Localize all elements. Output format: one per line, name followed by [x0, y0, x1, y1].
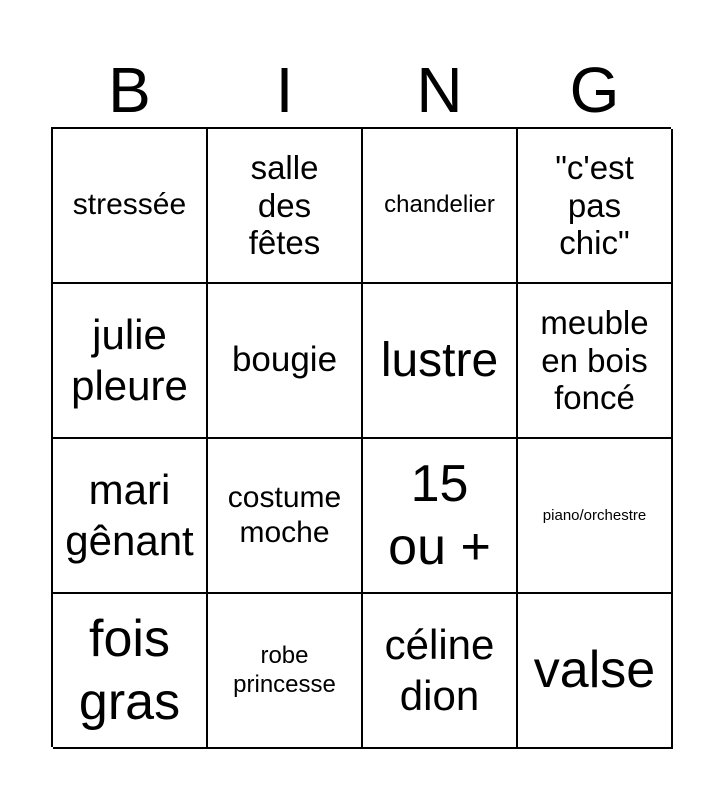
cell-label: céline dion: [384, 621, 495, 719]
bingo-cell[interactable]: [208, 284, 363, 439]
cell-label: costume moche: [227, 481, 342, 549]
bingo-cell[interactable]: [53, 594, 208, 749]
bingo-cell[interactable]: [363, 284, 518, 439]
bingo-cell[interactable]: [363, 129, 518, 284]
cell-label: chandelier: [384, 191, 495, 219]
cell-label: robe princesse: [233, 641, 336, 698]
bingo-cell[interactable]: [363, 439, 518, 594]
cell-label: "c'est pas chic": [555, 148, 634, 262]
cell-label: mari gênant: [65, 466, 194, 564]
bingo-cell[interactable]: [208, 439, 363, 594]
bingo-cell[interactable]: [518, 594, 673, 749]
bingo-cell[interactable]: [518, 439, 673, 594]
cell-label: fois gras: [78, 610, 181, 731]
cell-label: piano/orchestre: [542, 506, 647, 524]
cell-label: meuble en bois foncé: [540, 303, 649, 417]
bingo-cell[interactable]: [363, 594, 518, 749]
bingo-cell[interactable]: [53, 284, 208, 439]
cell-label: 15 ou +: [388, 455, 491, 576]
bingo-cell[interactable]: [53, 129, 208, 284]
header-letter-n: N: [416, 54, 463, 126]
cell-label: lustre: [380, 333, 499, 387]
header-letter-i: I: [275, 54, 294, 126]
cell-label: valse: [533, 641, 656, 700]
bingo-cell[interactable]: [208, 129, 363, 284]
bingo-cell[interactable]: [53, 439, 208, 594]
cell-label: julie pleure: [71, 311, 188, 409]
header-letter-b: B: [108, 54, 151, 126]
cell-label: stressée: [72, 188, 187, 222]
bingo-board: [51, 127, 671, 747]
cell-label: bougie: [231, 340, 338, 380]
header-letter-g: G: [569, 54, 620, 126]
bingo-cell[interactable]: [518, 284, 673, 439]
bingo-cell[interactable]: [518, 129, 673, 284]
bingo-header: [52, 52, 672, 128]
cell-label: salle des fêtes: [248, 148, 321, 262]
bingo-cell[interactable]: [208, 594, 363, 749]
